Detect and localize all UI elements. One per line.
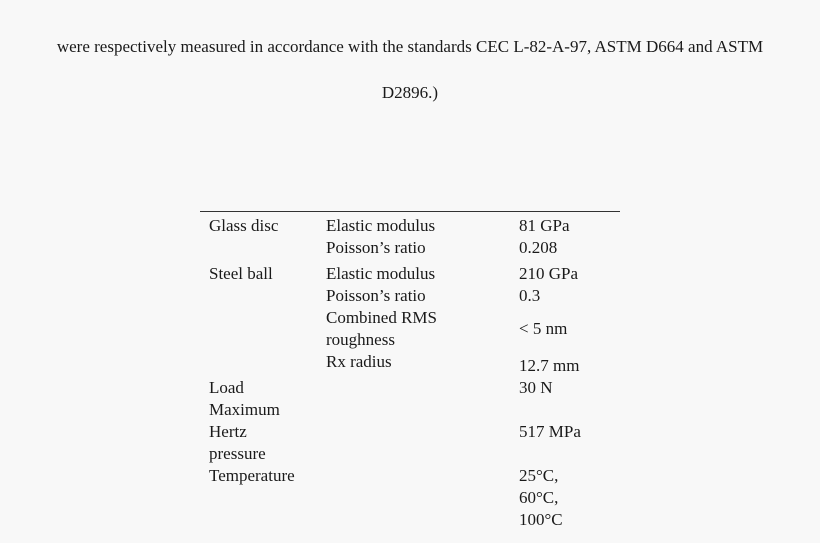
row-value: 210 GPa xyxy=(519,264,579,283)
row-value: 0.3 xyxy=(519,286,541,305)
row-property: Poisson’s ratio xyxy=(326,286,426,305)
table-row xyxy=(200,285,620,307)
row-property: Elastic modulus xyxy=(326,264,436,283)
row-value: 81 GPa xyxy=(519,216,570,235)
row-group: Maximum Hertz pressure xyxy=(209,400,280,463)
caption-line-1: were respectively measured in accordance with the standards CEC L-82-A-97, ASTM D664 and ASTM xyxy=(56,37,764,56)
table-row xyxy=(200,377,620,399)
row-group: Load xyxy=(209,378,244,397)
table-row xyxy=(200,465,620,531)
table-row xyxy=(200,399,620,465)
row-group: Glass disc xyxy=(209,216,279,235)
table-row xyxy=(200,215,620,237)
row-property: Elastic modulus xyxy=(326,216,436,235)
row-group: Steel ball xyxy=(209,264,273,283)
table-row xyxy=(200,263,620,285)
row-value: 517 MPa xyxy=(519,422,581,441)
properties-table xyxy=(200,211,620,528)
row-value: 12.7 mm xyxy=(519,356,580,375)
row-property: Rx radius xyxy=(326,352,392,371)
row-value: < 5 nm xyxy=(519,319,568,338)
table-row xyxy=(200,237,620,263)
table-row xyxy=(200,351,620,377)
row-value: 30 N xyxy=(519,378,553,397)
row-property: Poisson’s ratio xyxy=(326,238,426,257)
row-property: Combined RMS roughness xyxy=(326,308,437,349)
row-group: Temperature xyxy=(209,466,295,485)
row-value: 25°C, 60°C, 100°C xyxy=(519,466,563,529)
table-row xyxy=(200,307,620,351)
caption-line-2: D2896.) xyxy=(381,83,439,102)
row-value: 0.208 xyxy=(519,238,558,257)
